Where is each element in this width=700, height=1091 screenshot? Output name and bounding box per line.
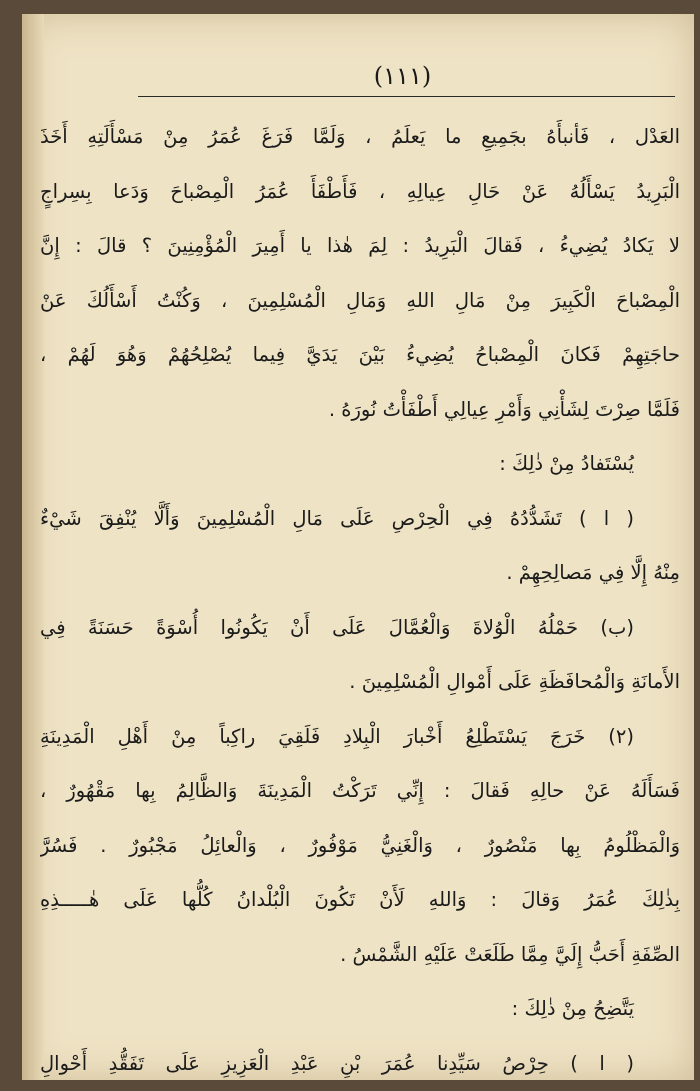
text-line: بِذٰلِكَ عُمَرُ وَقالَ : وَاللهِ لَأَنْ تَكُونَ الْبُلْدانُ كُلُّها عَلَى هٰـــــذِهِ xyxy=(40,873,680,928)
text-line: (٢) خَرَجَ يَسْتَطْلِعُ أَخْبارَ الْبِلادِ فَلَقِيَ راكِباً مِنْ أَهْلِ الْمَدِينَةِ xyxy=(40,710,680,765)
text-line: فَسَأَلَهُ عَنْ حالِهِ فَقالَ : إِنِّي تَرَكْتُ الْمَدِينَةَ وَالظَّالِمُ بِها مَقْهُورٌ ، xyxy=(40,764,680,819)
text-line: العَدْل ، فَأنبأَهُ بجَمِيعِ ما يَعلَمُ ، وَلَمَّا فَرَغَ عُمَرُ مِنْ مَسْأَلَتِهِ أَخَذَ xyxy=(40,110,680,165)
text-line: (ب) حَمْلُهُ الْوُلاةَ وَالْعُمَّالَ عَلَى أَنْ يَكُونُوا أُسْوَةً حَسَنَةً فِي xyxy=(40,601,680,656)
text-line: مِنْهُ إِلَّا فِي مَصالِحِهِمْ . xyxy=(40,546,680,601)
section-heading: يَتَّضِحُ مِنْ ذٰلِكَ : xyxy=(40,982,680,1037)
page-header xyxy=(130,60,675,92)
page-number: (١١١) xyxy=(374,62,431,90)
text-line: الصِّفَةِ أَحَبُّ إِلَيَّ مِمَّا طَلَعَتْ عَلَيْهِ الشَّمْسُ . xyxy=(40,928,680,983)
header-rule xyxy=(138,96,675,97)
text-line: وَالْمَظْلُومُ بِها مَنْصُورٌ ، وَالْغَنِيُّ مَوْفُورٌ ، وَالْعائِلُ مَجْبُورٌ . فَسُرَّ xyxy=(40,819,680,874)
text-line: الأَمانَةِ وَالْمُحافَظَةِ عَلَى أَمْوالِ الْمُسْلِمِينَ . xyxy=(40,655,680,710)
text-line: الْمِصْباحَ الْكَبِيرَ مِنْ مَالِ اللهِ وَمَالِ الْمُسْلِمِينَ ، وَكُنْتُ أَسْأَلُكَ عَنْ xyxy=(40,274,680,329)
text-line: ( ا ) تَشَدُّدُهُ فِي الْحِرْصِ عَلَى مَالِ الْمُسْلِمِينَ وَأَلَّا يُنْفِقَ شَيْءٌ xyxy=(40,492,680,547)
text-line: فَلَمَّا صِرْتَ لِشَأْنِي وَأَمْرِ عِيالِي أَطْفَأْتُ نُورَهُ . xyxy=(40,383,680,438)
text-line: لا يَكادُ يُضِيءُ ، فَقالَ الْبَرِيدُ : لِمَ هٰذا يا أَمِيرَ الْمُؤْمِنِينَ ؟ قالَ : إِنَّ xyxy=(40,219,680,274)
text-line: الْبَرِيدُ يَسْأَلُهُ عَنْ حَالِ عِيالِهِ ، فَأَطْفَأَ عُمَرُ الْمِصْباحَ وَدَعا بِسِراجٍ xyxy=(40,165,680,220)
text-line: حاجَتِهِمْ فَكانَ الْمِصْباحُ يُضِيءُ بَيْنَ يَدَيَّ فِيما يُصْلِحُهُمْ وَهُوَ لَهُمْ ، xyxy=(40,328,680,383)
text-line: ( ا ) حِرْصُ سَيِّدِنا عُمَرَ بْنِ عَبْدِ الْعَزِيزِ عَلَى تَفَقُّدِ أَحْوالِ xyxy=(40,1037,680,1091)
page-body-text xyxy=(40,110,680,1091)
section-heading: يُسْتَفادُ مِنْ ذٰلِكَ : xyxy=(40,437,680,492)
